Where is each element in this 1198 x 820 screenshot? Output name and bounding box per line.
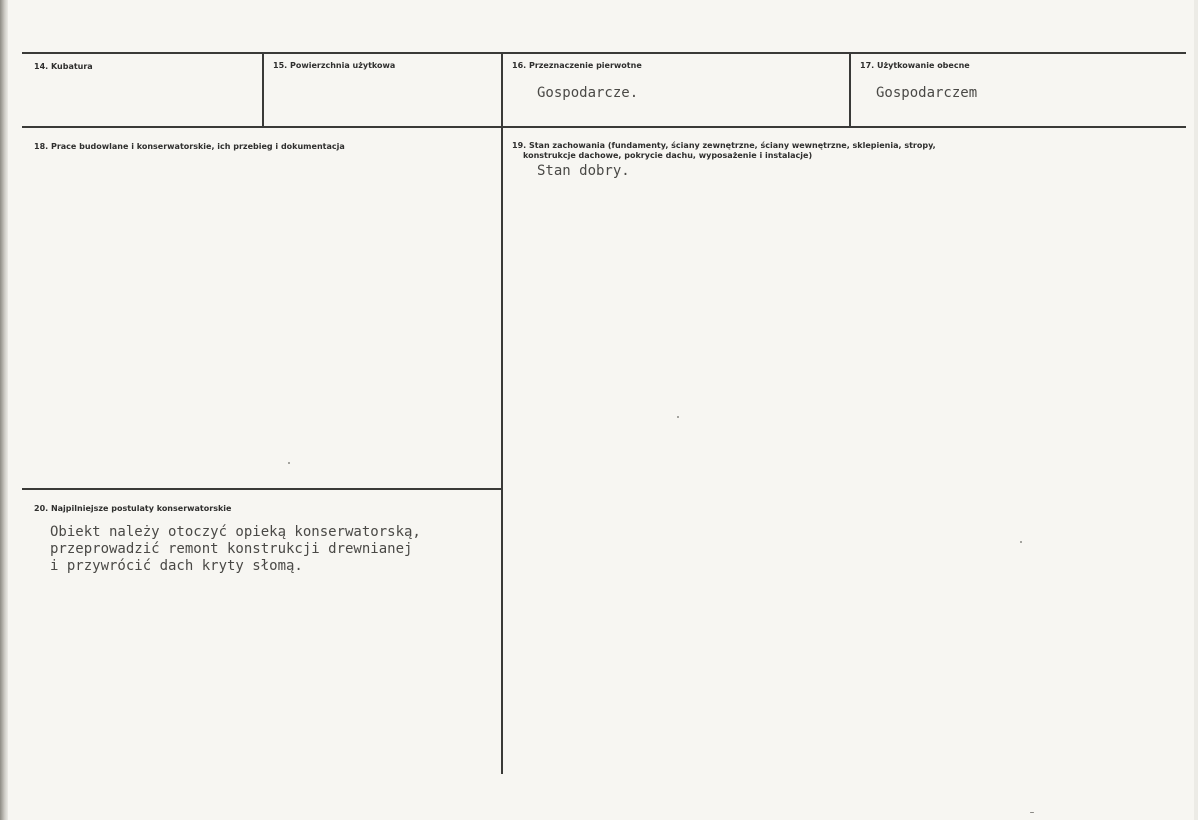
field-20-line-3: i przywrócić dach kryty słomą.: [50, 558, 303, 574]
field-17-label: 17. Użytkowanie obecne: [860, 61, 970, 70]
field-16-label: 16. Przeznaczenie pierwotne: [512, 61, 642, 70]
field-19-label-line-1: 19. Stan zachowania (fundamenty, ściany zewnętrzne, ściany wewnętrzne, sklepienia, stropy,: [512, 141, 936, 150]
col-divider-14-15: [262, 52, 264, 126]
field-20-label: 20. Najpilniejsze postulaty konserwatorskie: [34, 504, 232, 513]
field-19-value: Stan dobry.: [537, 163, 630, 179]
paper-speck: [677, 416, 679, 418]
field-14-label: 14. Kubatura: [34, 62, 93, 71]
field-17-value: Gospodarczem: [876, 85, 978, 101]
field-18-label: 18. Prace budowlane i konserwatorskie, ich przebieg i dokumentacja: [34, 142, 345, 151]
section-20-divider-line: [22, 488, 501, 490]
col-divider-16-17: [849, 52, 851, 126]
field-20-line-2: przeprowadzić remont konstrukcji drewnianej: [50, 541, 413, 557]
scan-edge-shadow: [0, 0, 8, 820]
inventory-card-back: [8, 0, 1194, 820]
row-divider-line: [22, 126, 1186, 128]
field-20-line-1: Obiekt należy otoczyć opieką konserwatorską,: [50, 524, 421, 540]
paper-speck: [1030, 812, 1034, 813]
field-15-label: 15. Powierzchnia użytkowa: [273, 61, 396, 70]
paper-speck: [1020, 541, 1022, 543]
field-19-label-line-2: konstrukcje dachowe, pokrycie dachu, wyposażenie i instalacje): [523, 151, 813, 160]
col-divider-main: [501, 52, 503, 774]
field-16-value: Gospodarcze.: [537, 85, 639, 101]
field-20-value: [50, 524, 421, 575]
top-border-line: [22, 52, 1186, 54]
paper-speck: [288, 462, 290, 464]
